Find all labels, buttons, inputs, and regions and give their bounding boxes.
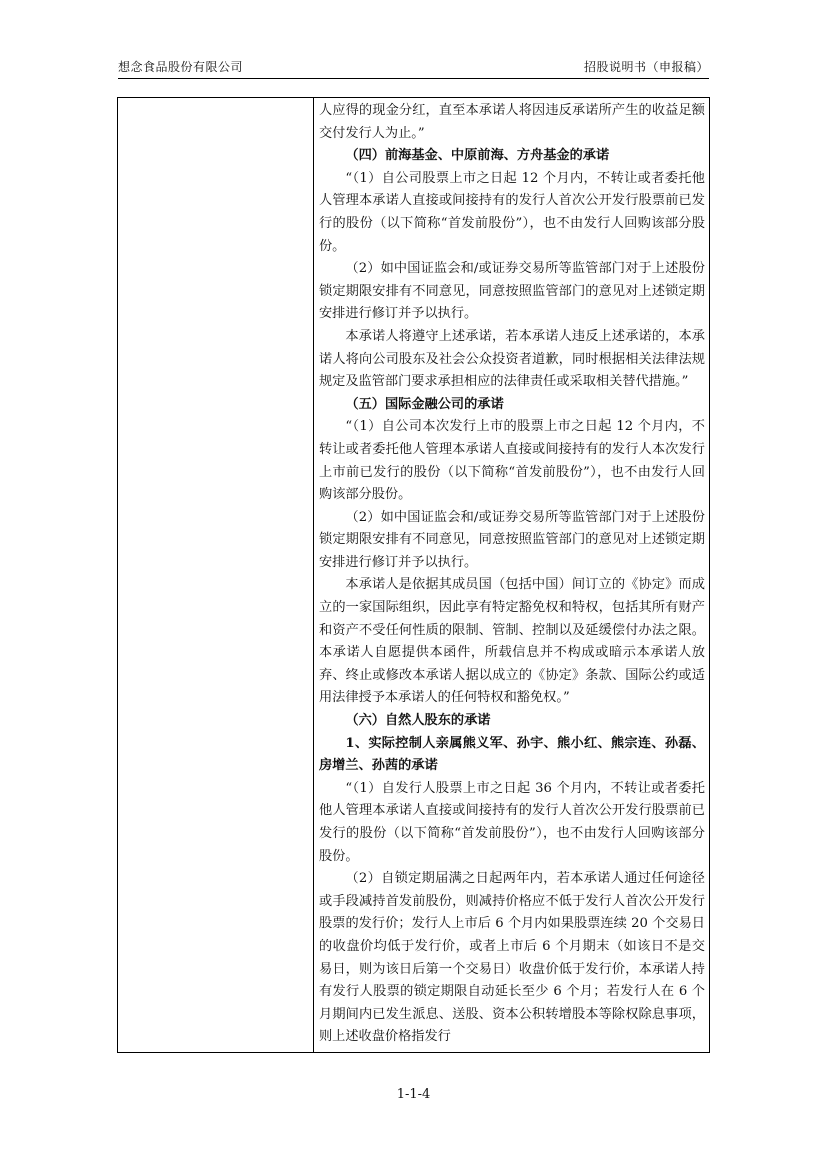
paragraph: 本承诺人是依据其成员国（包括中国）间订立的《协定》而成立的一家国际组织，因此享有特定豁免权和特权，包括其所有财产和资产不受任何性质的限制、管制、控制以及延缓偿付办法之限。本承诺人自愿提供本函件，所载信息并不构成或暗示本承诺人放弃、终止或修改本承诺人据以成立的《协定》条款、国际公约或适用法律授予本承诺人的任何特权和豁免权。” (319, 577, 705, 706)
paragraph: 人应得的现金分红，直至本承诺人将因违反承诺所产生的收益足额交付发行人为止。” (319, 103, 705, 141)
document-type: 招股说明书（申报稿） (583, 60, 709, 74)
section-heading: （四）前海基金、中原前海、方舟基金的承诺 (345, 148, 610, 164)
paragraph: “（1）自公司本次发行上市的股票上市之日起 12 个月内，不转让或者委托他人管理本承诺人直接或间接持有的发行人本次发行上市前已发行的股份（以下简称“首发前股份”），也不由发行人回购该部分股份。 (319, 419, 705, 503)
page-header (118, 58, 709, 78)
paragraph: “（1）自发行人股票上市之日起 36 个月内，不转让或者委托他人管理本承诺人直接或间接持有的发行人首次公开发行股票前已发行的股份（以下简称“首发前股份”），也不由发行人回购该部分股份。 (319, 780, 705, 864)
paragraph: （2）自锁定期届满之日起两年内，若本承诺人通过任何途径或手段减持首发前股份，则减持价格应不低于发行人首次公开发行股票的发行价；发行人上市后 6 个月内如果股票连续 20 个交易日的收盘价均低于发行价，或者上市后 6 个月期末（如该日不是交易日，则为该日后第一个交易日）收盘价低于发行价，本承诺人持有发行人股票的锁定期限自动延长至少 6 个月；若发行人在 6 个月期间内已发生派息、送股、资本公积转增股本等除权除息事项，则上述收盘价格指发行 (319, 871, 705, 1045)
header-rule (118, 78, 709, 79)
paragraph: “（1）自公司股票上市之日起 12 个月内，不转让或者委托他人管理本承诺人直接或间接持有的发行人首次公开发行股票前已发行的股份（以下简称“首发前股份”），也不由发行人回购该部分股份。 (319, 170, 705, 254)
paragraph: （2）如中国证监会和/或证券交易所等监管部门对于上述股份锁定期限安排有不同意见，同意按照监管部门的意见对上述锁定期安排进行修订并予以执行。 (319, 261, 705, 322)
content-table (117, 97, 710, 1053)
section-heading: 1、实际控制人亲属熊义军、孙宇、熊小红、熊宗连、孙磊、房增兰、孙茜的承诺 (319, 735, 705, 774)
section-heading: （五）国际金融公司的承诺 (345, 396, 504, 412)
page-number: 1-1-4 (396, 1087, 431, 1102)
paragraph: 本承诺人将遵守上述承诺，若本承诺人违反上述承诺的，本承诺人将向公司股东及社会公众投资者道歉，同时根据相关法律法规规定及监管部门要求承担相应的法律责任或采取相关替代措施。” (319, 328, 705, 390)
column-divider (313, 98, 314, 1052)
paragraph: （2）如中国证监会和/或证券交易所等监管部门对于上述股份锁定期限安排有不同意见，同意按照监管部门的意见对上述锁定期安排进行修订并予以执行。 (319, 509, 705, 570)
content-cell (319, 100, 705, 1049)
section-heading: （六）自然人股东的承诺 (345, 713, 491, 729)
company-name: 想念食品股份有限公司 (118, 60, 244, 74)
